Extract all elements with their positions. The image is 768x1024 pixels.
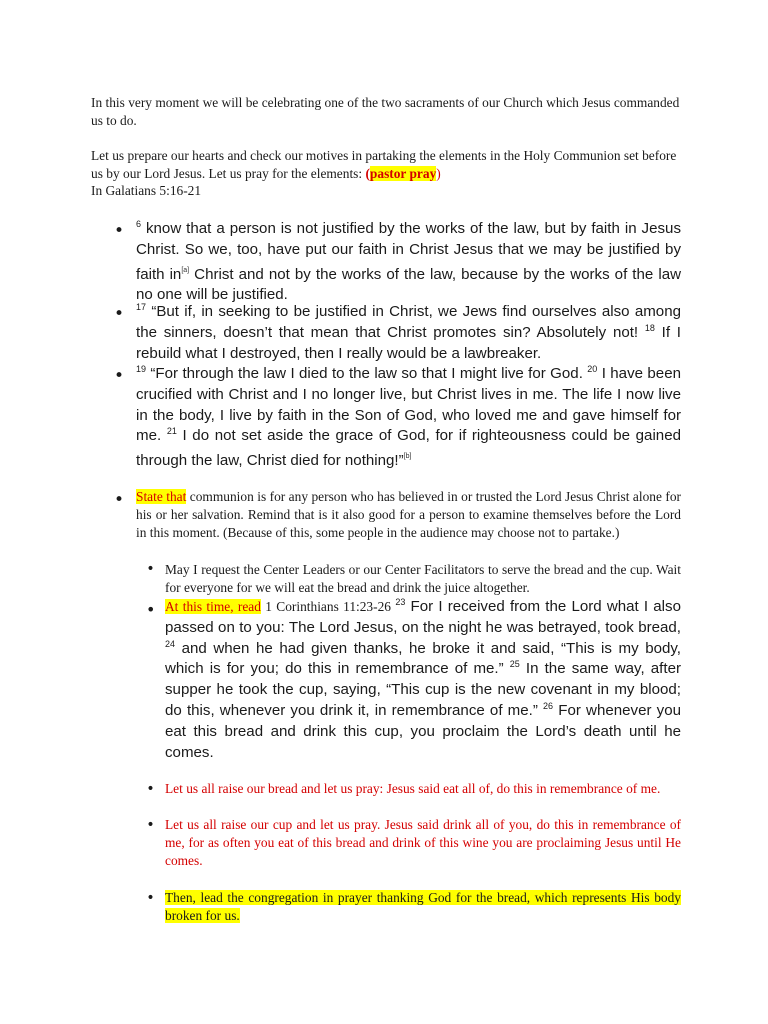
lead-prayer-highlight: Then, lead the congregation in prayer thanking God for the bread, which represents His body broken for us.: [165, 890, 681, 923]
bullet-dot: •: [146, 781, 155, 797]
verse-number: 23: [395, 597, 406, 607]
pastor-pray-highlight: pastor pray: [369, 165, 437, 181]
verse-text: “But if, in seeking to be justified in Christ, we Jews find ourselves also among the sinners, doesn’t that mean that Christ promotes sin? Absolutely not!: [136, 303, 681, 341]
verse-text: If I rebuild what I destroyed, then I really would be a lawbreaker.: [136, 323, 682, 362]
verse-text: I do not set aside the grace of God, for if righteousness could be gained through the law, Christ died for nothing!”: [136, 427, 681, 470]
verse-number: 25: [509, 659, 520, 670]
bullet-dot: •: [114, 366, 125, 386]
verse-text: For I received from the Lord what I also passed on to you: The Lord Jesus, on the night he was betrayed, took bread,: [165, 598, 681, 636]
footnote-link-a[interactable]: [a]: [181, 266, 190, 274]
bullet-dot: •: [146, 600, 156, 619]
bullet-dot: •: [114, 221, 125, 241]
verse-text: and when he had given thanks, he broke it and said, “This is my body, which is for you; do this in remembrance of me.”: [165, 639, 682, 678]
verse-text: For whenever you eat this bread and drink this cup, you proclaim the Lord’s death until he comes.: [165, 701, 681, 761]
state-that-paragraph: [136, 488, 681, 541]
paren-close: ): [436, 165, 441, 181]
verse-text: I have been crucified with Christ and I no longer live, but Christ lives in me. The life I now live in the body, I live by faith in the Son of God, who loved me and gave himself for me.: [136, 365, 681, 445]
communion-text: communion is for any person who has believed in or trusted the Lord Jesus Christ alone for his or her salvation. Remind that is it also good for a person to examine themselves before the Lord in this moment. (Because of this, some people in the audience may choose not to partake.): [136, 489, 681, 540]
verse-number: 19: [136, 364, 147, 374]
verse-text: know that a person is not justified by the works of the law, but by faith in Jesus Christ. So we, too, have put our faith in Christ Jesus that we may be justified by faith in: [136, 220, 681, 283]
request-paragraph: May I request the Center Leaders or our Center Facilitators to serve the bread and the cup. Wait for everyone for we will eat the bread and drink the juice altogether.: [165, 562, 681, 595]
verse-text: Christ and not by the works of the law, because by the works of the law no one will be justified.: [136, 265, 681, 304]
verse-number: 20: [587, 364, 598, 374]
verse-number: 6: [136, 219, 142, 229]
galatians-verse-6: [136, 219, 681, 306]
bullet-dot: •: [114, 490, 125, 510]
corinthians-reference: 1 Corinthians 11:23-26: [260, 599, 396, 614]
intro-paragraph-1: In this very moment we will be celebrating one of the two sacraments of our Church which Jesus commanded us to do.: [91, 95, 680, 128]
bullet-dot: •: [146, 890, 155, 906]
verse-number: 24: [165, 638, 176, 649]
verse-text: In the same way, after supper he took the cup, saying, “This cup is the new covenant in my blood; do this, whenever you drink it, in remembrance of me.”: [165, 660, 681, 719]
verse-number: 21: [166, 426, 177, 437]
verse-number: 17: [136, 302, 147, 312]
state-that-highlight: State that: [136, 489, 187, 504]
raise-bread-paragraph: Let us all raise our bread and let us pray: Jesus said eat all of, do this in remembrance of me.: [165, 781, 661, 796]
at-this-time-highlight: At this time, read: [165, 599, 261, 614]
galatians-reference: In Galatians 5:16-21: [91, 183, 202, 198]
galatians-verse-19: [136, 364, 681, 472]
bullet-dot: •: [146, 817, 155, 833]
verse-number: 26: [543, 700, 554, 711]
paren-open: (: [365, 165, 370, 181]
bullet-dot: •: [114, 304, 125, 324]
galatians-verse-17: [136, 302, 681, 364]
intro-paragraph-2-text: Let us prepare our hearts and check our motives in partaking the elements in the Holy Communion set before us by our Lord Jesus. Let us pray for the elements:: [91, 148, 677, 181]
raise-cup-paragraph: Let us all raise our cup and let us pray. Jesus said drink all of you, do this in remembrance of me, for as often you eat of this bread and drink of this wine you are proclaiming Jesus until He comes.: [165, 817, 681, 868]
lead-prayer-paragraph: [165, 889, 681, 925]
footnote-link-b[interactable]: [b]: [403, 453, 412, 461]
verse-number: 18: [644, 322, 655, 333]
verse-text: “For through the law I died to the law so that I might live for God.: [150, 365, 588, 382]
bullet-dot: •: [146, 561, 155, 577]
corinthians-paragraph: [165, 597, 681, 763]
intro-paragraph-2: [91, 147, 691, 200]
